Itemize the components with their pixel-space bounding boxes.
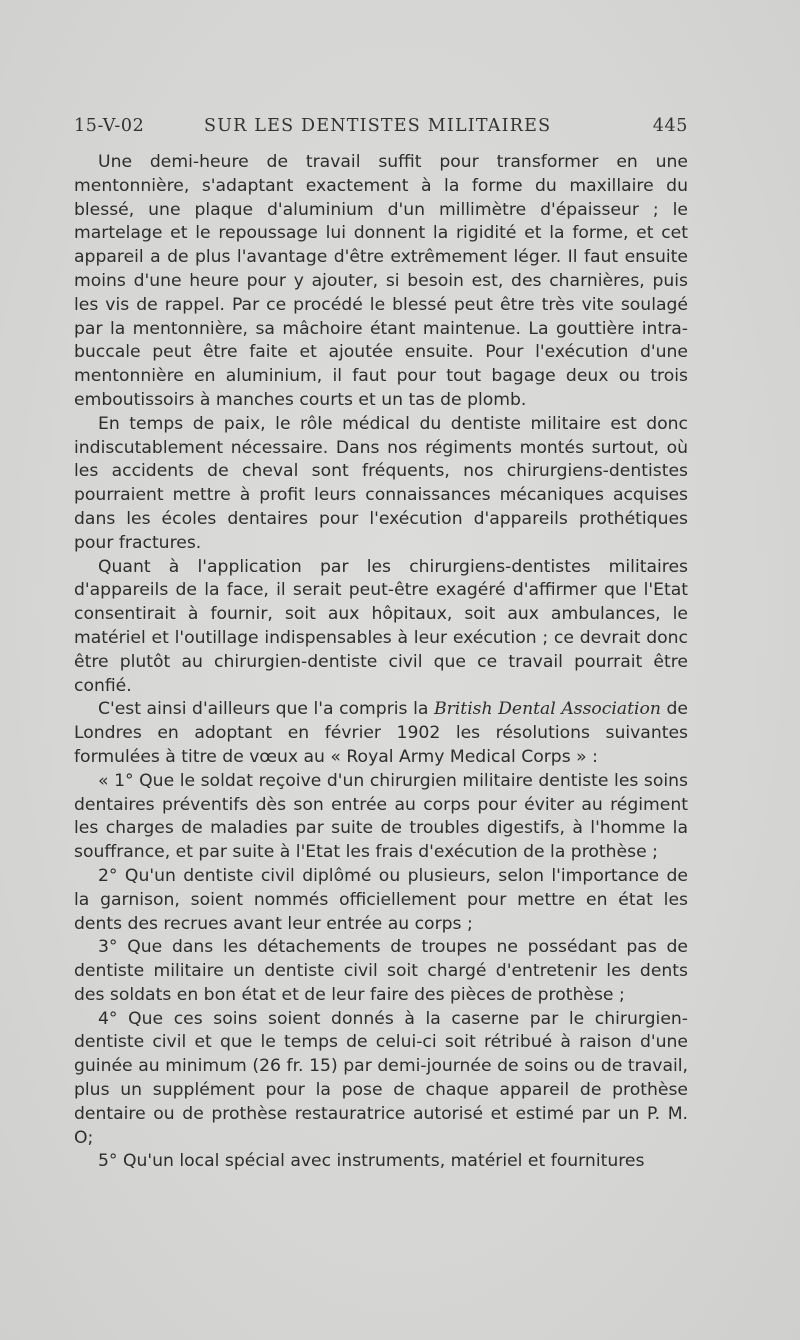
resolution-1: « 1° Que le soldat reçoive d'un chirurgien militaire dentiste les soins dentaires préventifs dès son entrée au corps pour éviter au régiment les charges de maladies par suite de troubles digestifs, à l'homme la souffrance, et par suite à l'Etat les frais d'exécution de la prothèse ; [74, 770, 688, 863]
folio-date: 15-V-02 [74, 116, 145, 136]
paragraph-british-dental-end: de Londres en adoptant en février 1902 les résolutions suivantes formulées à titre de vœux au « Royal Army Medical Corps » : [74, 699, 688, 767]
body-text [74, 151, 688, 1174]
resolution-4: 4° Que ces soins soient donnés à la caserne par le chirurgien-dentiste civil et que le temps de celui-ci soit rétribué à raison d'une guinée au minimum (26 fr. 15) par demi-journée de soins ou de travail, plus un supplément pour la pose de chaque appareil de prothèse dentaire ou de prothèse restauratrice autorisé et estimé par un P. M. O; [74, 1008, 688, 1148]
resolution-5: 5° Qu'un local spécial avec instruments, matériel et fournitures [98, 1151, 645, 1172]
running-header [74, 116, 688, 146]
resolution-3: 3° Que dans les détachements de troupes ne possédant pas de dentiste militaire un dentiste civil soit chargé d'entretenir les dents des soldats en bon état et de leur faire des pièces de prothèse ; [74, 937, 688, 1005]
paragraph-mentonniere: Une demi-heure de travail suffit pour transformer en une mentonnière, s'adaptant exactement à la forme du maxillaire du blessé, une plaque d'aluminium d'un millimètre d'épaisseur ; le martelage et le repoussage lui donnent la rigidité et la forme, et cet appareil a de plus l'avantage d'être extrêmement léger. Il faut ensuite moins d'une heure pour y ajouter, si besoin est, des charnières, puis les vis de rappel. Par ce procédé le blessé peut être très vite soulagé par la mentonnière, sa mâchoire étant maintenue. La gouttière intra-buccale peut être faite et ajoutée ensuite. Pour l'exécution d'une mentonnière en aluminium, il faut pour tout bagage deux ou trois emboutissoirs à manches courts et un tas de plomb. [74, 152, 688, 410]
paragraph-application: Quant à l'application par les chirurgiens-dentistes militaires d'appareils de la face, il serait peut-être exagéré d'affirmer que l'Etat consentirait à fournir, soit aux hôpitaux, soit aux ambulances, le matériel et l'outillage indispensables à leur exécution ; ce devrait donc être plutôt au chirurgien-dentiste civil que ce travail pourrait être confié. [74, 556, 688, 696]
resolution-2: 2° Qu'un dentiste civil diplômé ou plusieurs, selon l'importance de la garnison, soient nommés officiellement pour mettre en état les dents des recrues avant leur entrée au corps ; [74, 865, 688, 934]
british-dental-association-name: British Dental Association [433, 699, 661, 720]
paragraph-british-dental [74, 698, 688, 769]
page-number: 445 [652, 116, 688, 136]
paragraph-temps-de-paix: En temps de paix, le rôle médical du dentiste militaire est donc indiscutablement nécessaire. Dans nos régiments montés surtout, où les accidents de cheval sont fréquents, nos chirurgiens-dentistes pourraient mettre à profit leurs connaissances mécaniques acquises dans les écoles dentaires pour l'exécution d'appareils prothétiques pour fractures. [74, 413, 688, 553]
paragraph-british-dental-start: C'est ainsi d'ailleurs que l'a compris la [98, 699, 434, 720]
running-title: SUR LES DENTISTES MILITAIRES [204, 116, 552, 136]
